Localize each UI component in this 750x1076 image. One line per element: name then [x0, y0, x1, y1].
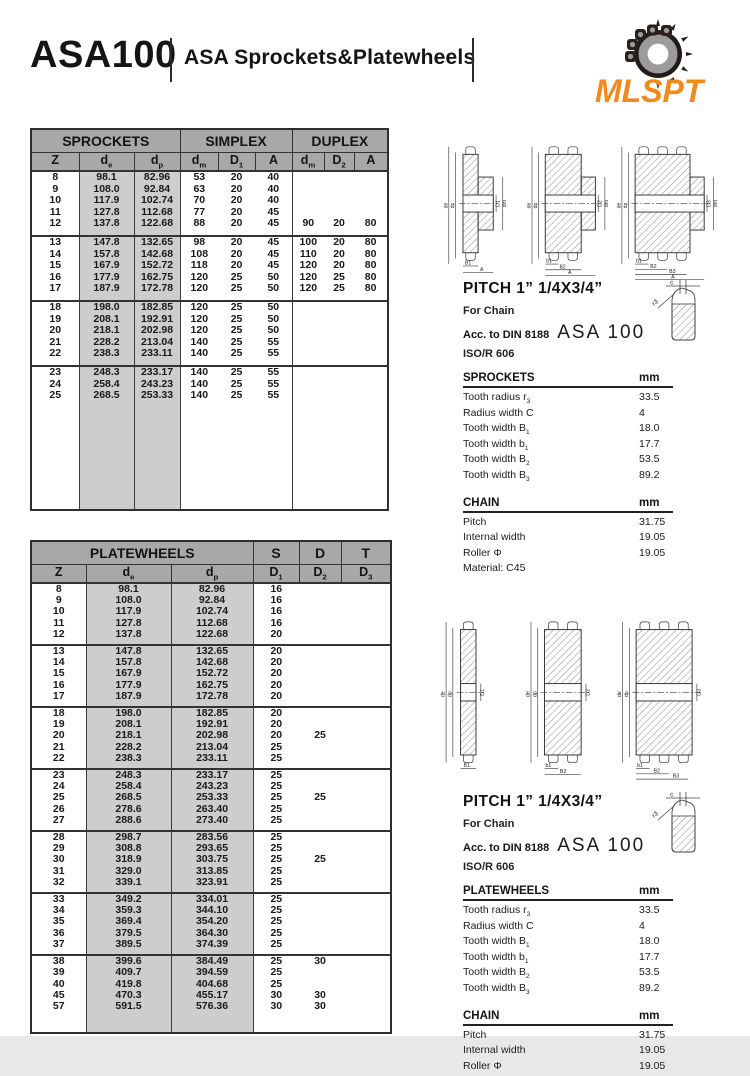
- table-row: 23 248.3 233.17 25: [31, 769, 391, 781]
- col-dp: $d_p$: [134, 153, 180, 172]
- svg-text:D1: D1: [495, 200, 502, 207]
- din-label: Acc. to DIN 8188: [463, 842, 550, 854]
- mlspt-logo-icon: [583, 14, 718, 109]
- table-row: 16 177.9 162.75 20: [31, 680, 391, 691]
- asa-label: ASA 100: [557, 835, 646, 856]
- spec-row: Tooth radius $r_3$ 33.5: [463, 904, 660, 919]
- table-row: 23 248.3 233.17 140 25 55: [31, 366, 388, 379]
- table-row: 25 268.5 253.33 25 25: [31, 792, 391, 803]
- standard-line: [463, 835, 673, 856]
- standard-line: [463, 322, 673, 343]
- sprockets-table: [30, 128, 389, 511]
- group-header-row: [31, 541, 391, 565]
- pitch-title: PITCH 1” 1/4X3/4”: [463, 793, 603, 810]
- table-row: 31 329.0 313.85 25: [31, 866, 391, 877]
- table-row: 14 157.8 142.68 108 20 45 110 20 80: [31, 249, 388, 261]
- column-header-row: [31, 153, 388, 172]
- table-row: 8 98.1 82.96 53 20 40: [31, 171, 388, 184]
- platewheels-group-5: [31, 831, 391, 893]
- table-row: 17 187.9 172.78 20: [31, 691, 391, 707]
- spec-row: Internal width 19.05: [463, 531, 666, 544]
- for-chain-label: For Chain: [463, 818, 515, 830]
- spec-row: Roller Φ 19.05: [463, 546, 666, 559]
- table-row: 36 379.5 364.30 25: [31, 928, 391, 939]
- spec-section-header: CHAIN mm: [463, 497, 673, 513]
- iso-label: ISO/R 606: [463, 861, 515, 873]
- svg-text:B1: B1: [464, 260, 472, 267]
- table-row: 11 127.8 112.68 16: [31, 618, 391, 629]
- platewheels-group-6: [31, 893, 391, 955]
- svg-text:dp: dp: [623, 202, 630, 209]
- table-row: 24 258.4 243.23 25: [31, 781, 391, 792]
- table-row: 21 228.2 213.04 25: [31, 742, 391, 753]
- svg-text:B2: B2: [559, 768, 567, 775]
- spec-row: Tooth width $b_1$ 17.7: [463, 437, 660, 452]
- svg-text:de: de: [525, 691, 532, 698]
- spec-section-header: SPROCKETS mm: [463, 372, 673, 388]
- chain-spec-rows: [463, 517, 673, 579]
- table-row: 13 147.8 132.65 98 20 45 100 20 80: [31, 236, 388, 249]
- col-d1: $D_1$: [253, 565, 299, 584]
- table-row: 22 238.3 233.11 25: [31, 753, 391, 769]
- group-header-simplex: SIMPLEX: [180, 129, 292, 153]
- sprocket-dim-rows: [463, 392, 673, 486]
- table-row: 20 218.1 202.98 20 25: [31, 730, 391, 741]
- table-row: 17 187.9 172.78 120 25 50 120 25 80: [31, 283, 388, 301]
- page-subtitle: ASA Sprockets&Platewheels: [184, 46, 476, 69]
- spec-row: Tooth width $B_3$ 89.2: [463, 468, 660, 484]
- svg-text:B3: B3: [672, 773, 680, 780]
- platewheels-group-4: [31, 769, 391, 831]
- spec-row: Tooth width $B_2$ 53.5: [463, 966, 660, 981]
- group-header-platewheels: PLATEWHEELS: [31, 541, 253, 565]
- group-header-t: T: [341, 541, 391, 565]
- spec-row: Tooth width $B_1$ 18.0: [463, 422, 660, 437]
- group-header-row: [31, 129, 388, 153]
- for-chain-label: For Chain: [463, 305, 515, 317]
- table-row: 9 108.0 92.84 16: [31, 595, 391, 606]
- spec-row: Tooth width $B_1$ 18.0: [463, 935, 660, 950]
- platewheels-group-3: [31, 707, 391, 769]
- table-row: 45 470.3 455.17 30 30: [31, 990, 391, 1001]
- spec-row: Tooth width $B_3$ 89.2: [463, 981, 660, 997]
- svg-text:dm: dm: [604, 199, 611, 208]
- table-row: 26 278.6 263.40 25: [31, 804, 391, 815]
- table-row: 57 591.5 576.36 30 30: [31, 1001, 391, 1016]
- spec-row: Pitch 31.75: [463, 515, 666, 528]
- table-row: 10 117.9 102.74 70 20 40: [31, 195, 388, 207]
- svg-text:D2: D2: [597, 200, 604, 207]
- svg-text:D1: D1: [480, 688, 487, 696]
- platewheel-spec-block: [463, 793, 673, 1076]
- table-row: 14 157.8 142.68 20: [31, 657, 391, 668]
- svg-text:B2: B2: [653, 768, 660, 775]
- svg-text:de: de: [617, 691, 624, 698]
- group-header-d: D: [299, 541, 341, 565]
- spec-row: Tooth width $B_2$ 53.5: [463, 453, 660, 468]
- table-row: 29 308.8 293.65 25: [31, 843, 391, 854]
- col-z: Z: [31, 153, 79, 172]
- table-row: 24 258.4 243.23 140 25 55: [31, 379, 388, 391]
- platewheels-group-1: [31, 583, 391, 645]
- svg-text:A: A: [480, 267, 484, 274]
- col-de: $d_e$: [79, 153, 134, 172]
- table-row: 28 298.7 283.56 25: [31, 831, 391, 843]
- asa-label: ASA 100: [557, 322, 646, 343]
- chain-spec-rows: [463, 1030, 673, 1076]
- table-row: 15 167.9 152.72 118 20 45 120 20 80: [31, 260, 388, 272]
- table-row: 22 238.3 233.11 140 25 55: [31, 348, 388, 366]
- col-a2: A: [354, 153, 388, 172]
- iso-label: ISO/R 606: [463, 348, 515, 360]
- spec-row: Tooth width $b_1$ 17.7: [463, 950, 660, 965]
- col-dp: $d_p$: [171, 565, 253, 584]
- sprockets-group-1: [31, 171, 388, 236]
- svg-text:b1: b1: [545, 763, 552, 770]
- spec-row: Roller Φ 19.05: [463, 1059, 666, 1072]
- col-dm2: $d_m$: [292, 153, 324, 172]
- svg-text:B1: B1: [463, 763, 470, 770]
- spec-section-header: PLATEWHEELS mm: [463, 885, 673, 901]
- svg-text:A: A: [671, 274, 675, 281]
- spec-row: Internal width 19.05: [463, 1044, 666, 1057]
- sprockets-group-3: [31, 301, 388, 366]
- platewheels-group-2: [31, 645, 391, 707]
- table-row: 11 127.8 112.68 77 20 45: [31, 207, 388, 219]
- column-header-row: [31, 565, 391, 584]
- svg-text:dp: dp: [533, 202, 540, 209]
- table-row: 39 409.7 394.59 25: [31, 967, 391, 978]
- svg-text:de: de: [526, 202, 533, 209]
- platewheel-dim-rows: [463, 905, 673, 999]
- col-z: Z: [31, 565, 86, 584]
- header-divider: [170, 38, 172, 82]
- page-title: ASA100: [30, 34, 177, 76]
- table-row: 37 389.5 374.39 25: [31, 939, 391, 955]
- col-d2: $D_2$: [299, 565, 341, 584]
- svg-text:b1: b1: [636, 258, 642, 265]
- svg-text:c: c: [670, 279, 674, 287]
- svg-text:B2: B2: [650, 263, 657, 270]
- table-row: 32 339.1 323.91 25: [31, 877, 391, 893]
- svg-text:de: de: [443, 202, 450, 209]
- svg-text:A: A: [567, 270, 572, 277]
- col-d2: $D_2$: [324, 153, 354, 172]
- header-divider: [472, 38, 474, 82]
- col-dm: $d_m$: [180, 153, 218, 172]
- single-platewheel-drawing: [441, 622, 487, 769]
- sprockets-group-2: [31, 236, 388, 301]
- group-header-duplex: DUPLEX: [292, 129, 388, 153]
- svg-text:B2: B2: [559, 264, 566, 271]
- platewheels-empty-region: [31, 1016, 391, 1033]
- duplex-sprocket-drawing: [527, 147, 611, 276]
- table-row: 9 108.0 92.84 63 20 40: [31, 184, 388, 196]
- table-row: 38 399.6 384.49 25 30: [31, 955, 391, 967]
- table-row: 13 147.8 132.65 20: [31, 645, 391, 657]
- table-row: 15 167.9 152.72 20: [31, 668, 391, 679]
- svg-text:D2: D2: [585, 688, 592, 696]
- spec-row: Tooth radius $r_3$ 33.5: [463, 391, 660, 406]
- triplex-sprocket-drawing: [616, 147, 718, 280]
- table-row: 35 369.4 354.20 25: [31, 916, 391, 927]
- table-row: 33 349.2 334.01 25: [31, 893, 391, 905]
- group-header-s: S: [253, 541, 299, 565]
- simplex-sprocket-drawing: [443, 147, 508, 273]
- table-row: 27 288.6 273.40 25: [31, 815, 391, 831]
- table-row: 8 98.1 82.96 16: [31, 583, 391, 595]
- sprocket-section-drawings: [430, 143, 740, 283]
- table-row: 12 137.8 122.68 88 20 45 90 20 80: [31, 218, 388, 236]
- svg-text:dp: dp: [447, 691, 454, 698]
- table-row: 10 117.9 102.74 16: [31, 606, 391, 617]
- table-row: 19 208.1 192.91 20: [31, 719, 391, 730]
- svg-text:b1: b1: [637, 763, 644, 770]
- svg-text:dp: dp: [623, 691, 630, 698]
- svg-text:de: de: [440, 691, 447, 698]
- double-platewheel-drawing: [526, 622, 592, 775]
- spec-row: Material: C45: [463, 562, 526, 575]
- svg-text:D3: D3: [706, 200, 713, 207]
- col-de: $d_e$: [86, 565, 171, 584]
- svg-text:de: de: [616, 202, 623, 209]
- table-row: 18 198.0 182.85 120 25 50: [31, 301, 388, 314]
- din-label: Acc. to DIN 8188: [463, 329, 550, 341]
- svg-text:c: c: [670, 791, 674, 799]
- svg-text:dm: dm: [712, 199, 719, 208]
- logo-text: MLSPT: [595, 73, 704, 109]
- table-row: 19 208.1 192.91 120 25 50: [31, 314, 388, 326]
- col-a: A: [255, 153, 292, 172]
- table-row: 34 359.3 344.10 25: [31, 905, 391, 916]
- svg-text:r3: r3: [650, 298, 660, 308]
- table-row: 20 218.1 202.98 120 25 50: [31, 325, 388, 337]
- col-d1: $D_1$: [218, 153, 255, 172]
- svg-text:b1: b1: [546, 258, 552, 265]
- table-row: 30 318.9 303.75 25 25: [31, 854, 391, 865]
- platewheel-section-drawings: [430, 618, 740, 782]
- platewheels-table: [30, 540, 392, 1034]
- table-row: 25 268.5 253.33 140 25 55: [31, 390, 388, 407]
- triple-platewheel-drawing: [617, 622, 702, 780]
- table-row: 18 198.0 182.85 20: [31, 707, 391, 719]
- svg-text:r3: r3: [650, 810, 660, 820]
- table-row: 21 228.2 213.04 140 25 55: [31, 337, 388, 349]
- sprockets-empty-region: [31, 407, 388, 510]
- table-row: 12 137.8 122.68 20: [31, 629, 391, 645]
- platewheels-group-7: [31, 955, 391, 1016]
- table-row: 16 177.9 162.75 120 25 50 120 25 80: [31, 272, 388, 284]
- spec-row: Radius width C 4: [463, 406, 645, 419]
- svg-text:dm: dm: [502, 199, 509, 208]
- spec-row: Radius width C 4: [463, 919, 645, 932]
- sprocket-spec-block: [463, 280, 673, 579]
- svg-text:dp: dp: [449, 202, 456, 209]
- spec-row: Pitch 31.75: [463, 1028, 666, 1041]
- pitch-title: PITCH 1” 1/4X3/4”: [463, 280, 603, 297]
- svg-text:D3: D3: [696, 688, 703, 696]
- svg-text:dp: dp: [532, 691, 539, 698]
- spec-section-header: CHAIN mm: [463, 1010, 673, 1026]
- svg-text:B3: B3: [669, 269, 676, 276]
- sprockets-group-4: [31, 366, 388, 407]
- col-d3: $D_3$: [341, 565, 391, 584]
- group-header-sprockets: SPROCKETS: [31, 129, 180, 153]
- table-row: 40 419.8 404.68 25: [31, 979, 391, 990]
